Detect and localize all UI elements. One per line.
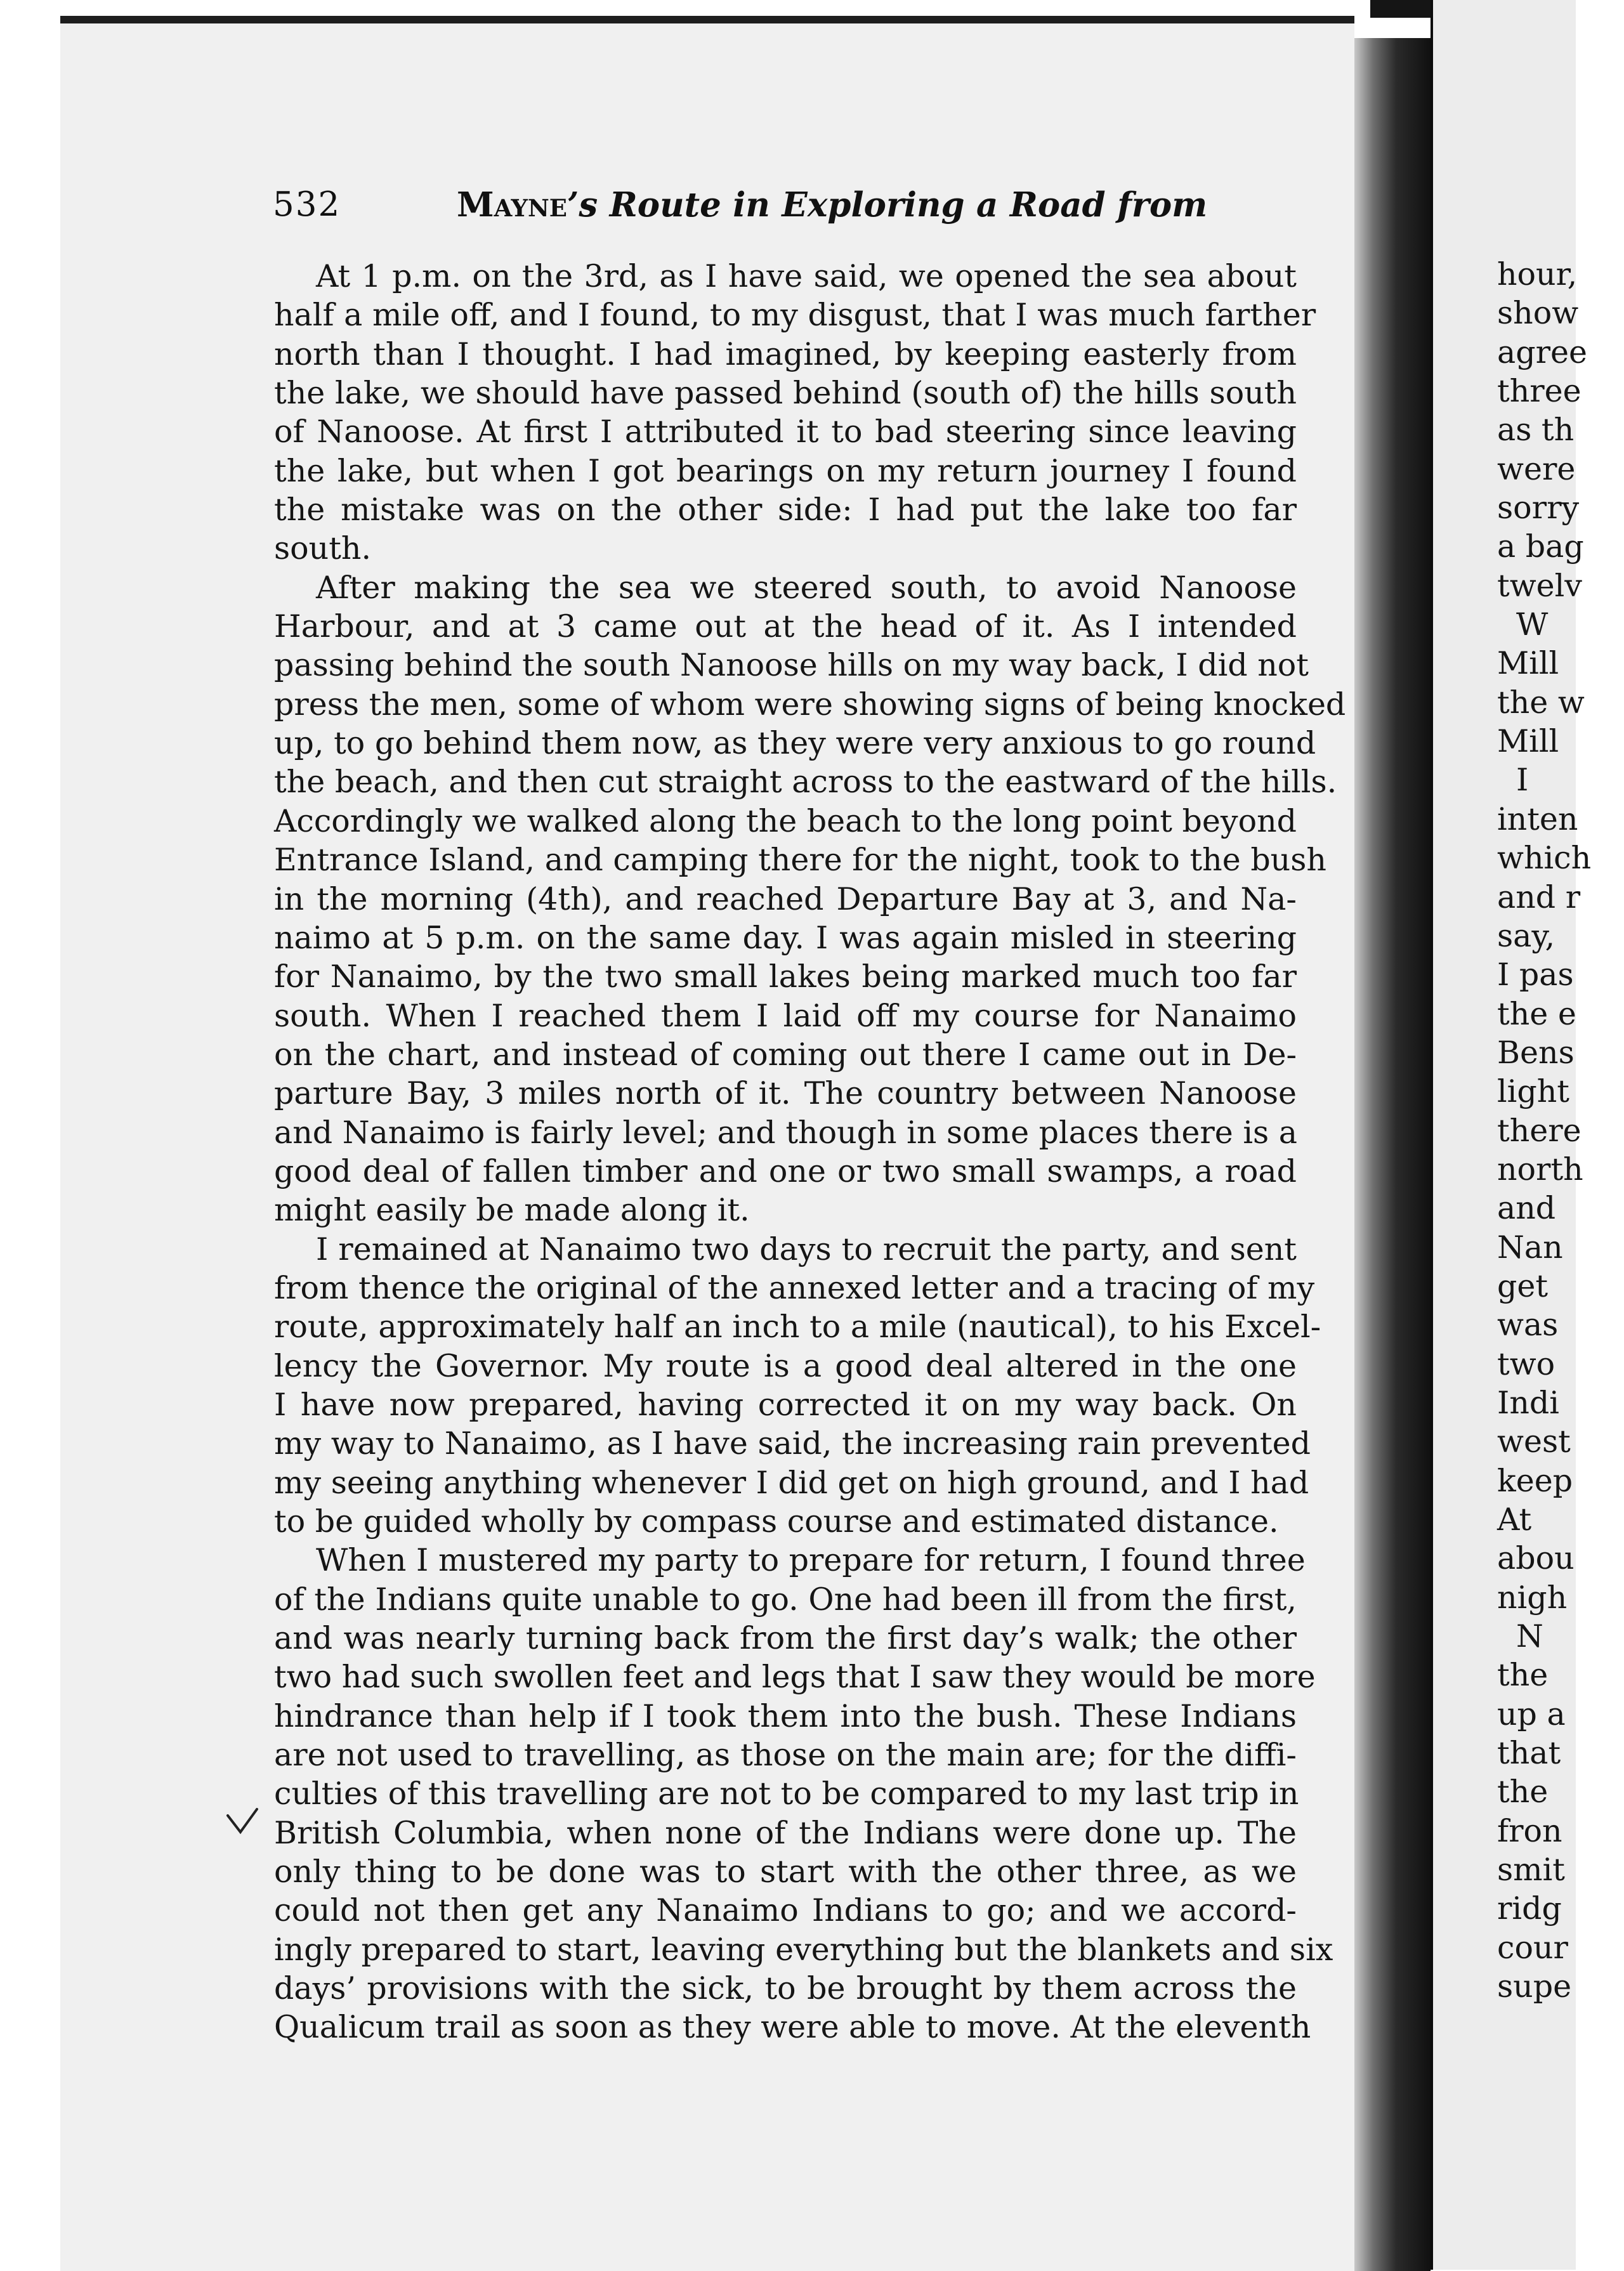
- paragraph: [274, 257, 1316, 568]
- text-line: Harbour, and at 3 came out at the head of it. As I intended: [274, 608, 1297, 645]
- facing-page-fragment: there: [1497, 1112, 1581, 1149]
- facing-page-fragment: ridg: [1497, 1890, 1562, 1927]
- facing-page-fragment: the e: [1497, 995, 1576, 1032]
- text-line: lency the Governor. My route is a good deal altered in the one: [274, 1347, 1297, 1384]
- text-line: British Columbia, when none of the Indians were done up. The: [274, 1814, 1297, 1851]
- page-number: 532: [273, 185, 341, 224]
- facing-page-fragment: as th: [1497, 412, 1575, 448]
- text-line: my way to Nanaimo, as I have said, the increasing rain prevented: [274, 1425, 1311, 1462]
- text-line: could not then get any Nanaimo Indians to go; and we accord-: [274, 1892, 1297, 1929]
- text-line: Qualicum trail as soon as they were able to move. At the eleventh: [274, 2009, 1311, 2046]
- facing-page-fragment: that: [1497, 1735, 1561, 1772]
- facing-page-fragment: were: [1497, 450, 1576, 487]
- text-line: route, approximately half an inch to a mile (nautical), to his Excel-: [274, 1309, 1321, 1345]
- facing-page-fragment: which: [1497, 840, 1592, 877]
- text-line: from thence the original of the annexed letter and a tracing of my: [274, 1269, 1315, 1306]
- facing-page-fragment: north: [1497, 1151, 1583, 1188]
- facing-page-fragment: west: [1497, 1423, 1571, 1460]
- text-line: on the chart, and instead of coming out there I came out in De-: [274, 1036, 1297, 1073]
- text-line: naimo at 5 p.m. on the same day. I was again misled in steering: [274, 919, 1297, 956]
- facing-page-fragment: N: [1516, 1618, 1543, 1655]
- running-title-author: Mayne: [457, 185, 567, 225]
- facing-page-fragment: and: [1497, 1190, 1556, 1227]
- facing-page-fragment: show: [1497, 295, 1579, 332]
- facing-page-fragment: get: [1497, 1267, 1549, 1304]
- text-line: passing behind the south Nanoose hills on my way back, I did not: [274, 647, 1309, 684]
- facing-page-fragment: Indi: [1497, 1384, 1559, 1421]
- text-line: At 1 p.m. on the 3rd, as I have said, we opened the sea about: [316, 258, 1297, 294]
- facing-page-fragment: and r: [1497, 879, 1581, 915]
- body-text: [274, 257, 1346, 2047]
- text-line: only thing to be done was to start with the other three, as we: [274, 1854, 1297, 1890]
- text-line: good deal of fallen timber and one or two small swamps, a road: [274, 1153, 1297, 1189]
- facing-page-fragment: Nan: [1497, 1229, 1563, 1266]
- text-line: my seeing anything whenever I did get on high ground, and I had: [274, 1464, 1309, 1501]
- text-line: up, to go behind them now, as they were very anxious to go round: [274, 725, 1316, 762]
- facing-page-fragment: twelv: [1497, 567, 1582, 604]
- running-head: [273, 185, 1208, 236]
- text-line: and was nearly turning back from the first day’s walk; the other: [274, 1620, 1297, 1657]
- text-line: Entrance Island, and camping there for the night, took to the bush: [274, 842, 1326, 879]
- facing-page-fragment: Mill: [1497, 723, 1559, 760]
- facing-page-fragment: inten: [1497, 801, 1578, 837]
- facing-page-fragment: hour,: [1497, 256, 1578, 292]
- facing-page-fragment: up a: [1497, 1696, 1566, 1732]
- running-title-author-suffix: ’s: [566, 185, 598, 225]
- facing-page-fragment: W: [1516, 606, 1549, 643]
- text-line: half a mile off, and I found, to my disgust, that I was much farther: [274, 297, 1316, 334]
- text-line: When I mustered my party to prepare for return, I found three: [316, 1542, 1306, 1579]
- facing-page-fragment: agree: [1497, 334, 1587, 370]
- text-line: the beach, and then cut straight across to the eastward of the hills.: [274, 764, 1337, 801]
- text-line: press the men, some of whom were showing signs of being knocked: [274, 686, 1346, 723]
- facing-page-fragment: keep: [1497, 1462, 1573, 1499]
- text-line: are not used to travelling, as those on the main are; for the diffi-: [274, 1737, 1297, 1774]
- text-line: ingly prepared to start, leaving everything but the blankets and six: [274, 1931, 1333, 1968]
- text-line: to be guided wholly by compass course and estimated distance.: [274, 1503, 1279, 1540]
- text-line: the lake, we should have passed behind (south of) the hills south: [274, 375, 1297, 412]
- text-line: of the Indians quite unable to go. One had been ill from the first,: [274, 1581, 1297, 1618]
- facing-page-fragment: the: [1497, 1657, 1549, 1694]
- text-line: south.: [274, 530, 372, 567]
- text-line: Accordingly we walked along the beach to the long point beyond: [274, 802, 1297, 839]
- facing-page-fragment: three: [1497, 373, 1581, 410]
- facing-page-fragment: cour: [1497, 1929, 1568, 1966]
- text-line: days’ provisions with the sick, to be brought by them across the: [274, 1970, 1297, 2007]
- facing-page-fragment: At: [1497, 1502, 1532, 1538]
- running-title: [457, 185, 1207, 225]
- facing-page-fragment: a bag: [1497, 528, 1584, 565]
- facing-page-fragment: fron: [1497, 1812, 1562, 1849]
- facing-page-fragment: Mill: [1497, 645, 1559, 682]
- text-line: hindrance than help if I took them into the bush. These Indians: [274, 1698, 1297, 1734]
- facing-page-fragment: sorry: [1497, 490, 1580, 527]
- facing-page-fragment: the: [1497, 1774, 1549, 1810]
- text-line: parture Bay, 3 miles north of it. The country between Nanoose: [274, 1075, 1297, 1112]
- facing-page-fragment: smit: [1497, 1852, 1565, 1888]
- facing-page-text-fragments: [1497, 255, 1624, 2006]
- text-line: of Nanoose. At first I attributed it to bad steering since leaving: [274, 414, 1297, 450]
- book-gutter: [1354, 38, 1431, 2271]
- facing-page-fragment: was: [1497, 1307, 1559, 1344]
- facing-page-fragment: supe: [1497, 1968, 1572, 2005]
- text-line: the mistake was on the other side: I had put the lake too far: [274, 492, 1297, 528]
- text-line: for Nanaimo, by the two small lakes being marked much too far: [274, 959, 1297, 995]
- running-title-text: Route in Exploring a Road from: [609, 185, 1208, 225]
- text-line: After making the sea we steered south, to avoid Nanoose: [316, 569, 1297, 606]
- facing-page-fragment: say,: [1497, 917, 1555, 954]
- text-line: I have now prepared, having corrected it on my way back. On: [274, 1386, 1297, 1423]
- facing-page-fragment: nigh: [1497, 1579, 1568, 1616]
- facing-page-fragment: light: [1497, 1073, 1569, 1110]
- facing-page-fragment: two: [1497, 1345, 1555, 1382]
- paragraph: [274, 1541, 1333, 2046]
- facing-page-fragment: Bens: [1497, 1034, 1575, 1071]
- facing-page-fragment: I pas: [1497, 957, 1574, 993]
- text-line: culties of this travelling are not to be compared to my last trip in: [274, 1776, 1299, 1812]
- text-line: north than I thought. I had imagined, by keeping easterly from: [274, 336, 1297, 372]
- text-line: south. When I reached them I laid off my course for Nanaimo: [274, 997, 1297, 1034]
- facing-page-fragment: the w: [1497, 684, 1585, 721]
- text-line: in the morning (4th), and reached Departure Bay at 3, and Na-: [274, 880, 1297, 917]
- paragraph: [274, 568, 1346, 1230]
- margin-check-mark-icon: [225, 1807, 263, 1845]
- paragraph: [274, 1230, 1321, 1541]
- text-line: might easily be made along it.: [274, 1192, 750, 1229]
- text-line: and Nanaimo is fairly level; and though in some places there is a: [274, 1114, 1297, 1151]
- text-line: two had such swollen feet and legs that I saw they would be more: [274, 1659, 1316, 1696]
- text-line: the lake, but when I got bearings on my return journey I found: [274, 452, 1297, 489]
- facing-page-fragment: abou: [1497, 1540, 1575, 1577]
- facing-page-fragment: I: [1516, 762, 1529, 799]
- text-line: I remained at Nanaimo two days to recruit the party, and sent: [316, 1231, 1297, 1267]
